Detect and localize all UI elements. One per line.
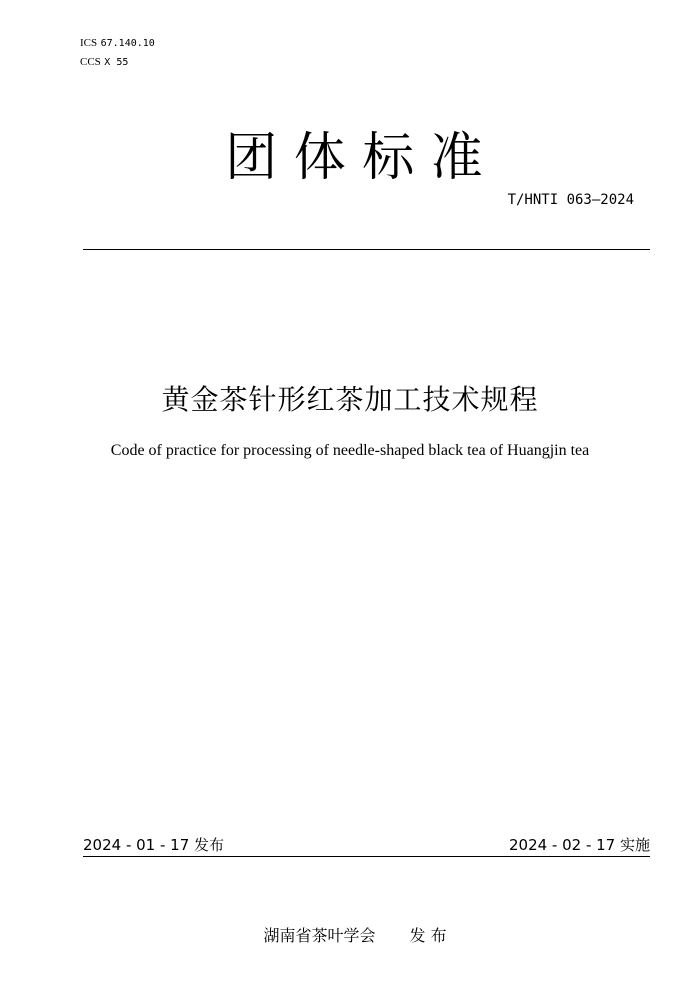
top-divider (83, 249, 650, 250)
bottom-divider (83, 856, 650, 857)
publisher-name: 湖南省茶叶学会 (263, 926, 376, 945)
ccs-line (80, 53, 155, 72)
issue-date: 2024 - 01 - 17 发布 (83, 836, 225, 854)
ics-line (80, 34, 155, 53)
publisher-action: 发 布 (409, 926, 447, 945)
ccs-code: X 55 (104, 57, 129, 68)
publisher-line (0, 903, 700, 947)
classification-codes (80, 34, 155, 72)
document-title-en: Code of practice for processing of needle-shaped black tea of Huangjin tea (110, 442, 590, 459)
ics-label: ICS (80, 37, 98, 49)
standard-number: T/HNTI 063—2024 (507, 192, 634, 208)
document-title-cn: 黄金茶针形红茶加工技术规程 (161, 383, 539, 416)
standard-type-title: 团 体 标 准 (225, 128, 483, 188)
effective-date: 2024 - 02 - 17 实施 (508, 836, 650, 854)
ccs-label: CCS (80, 56, 101, 68)
ics-code: 67.140.10 (100, 38, 155, 49)
